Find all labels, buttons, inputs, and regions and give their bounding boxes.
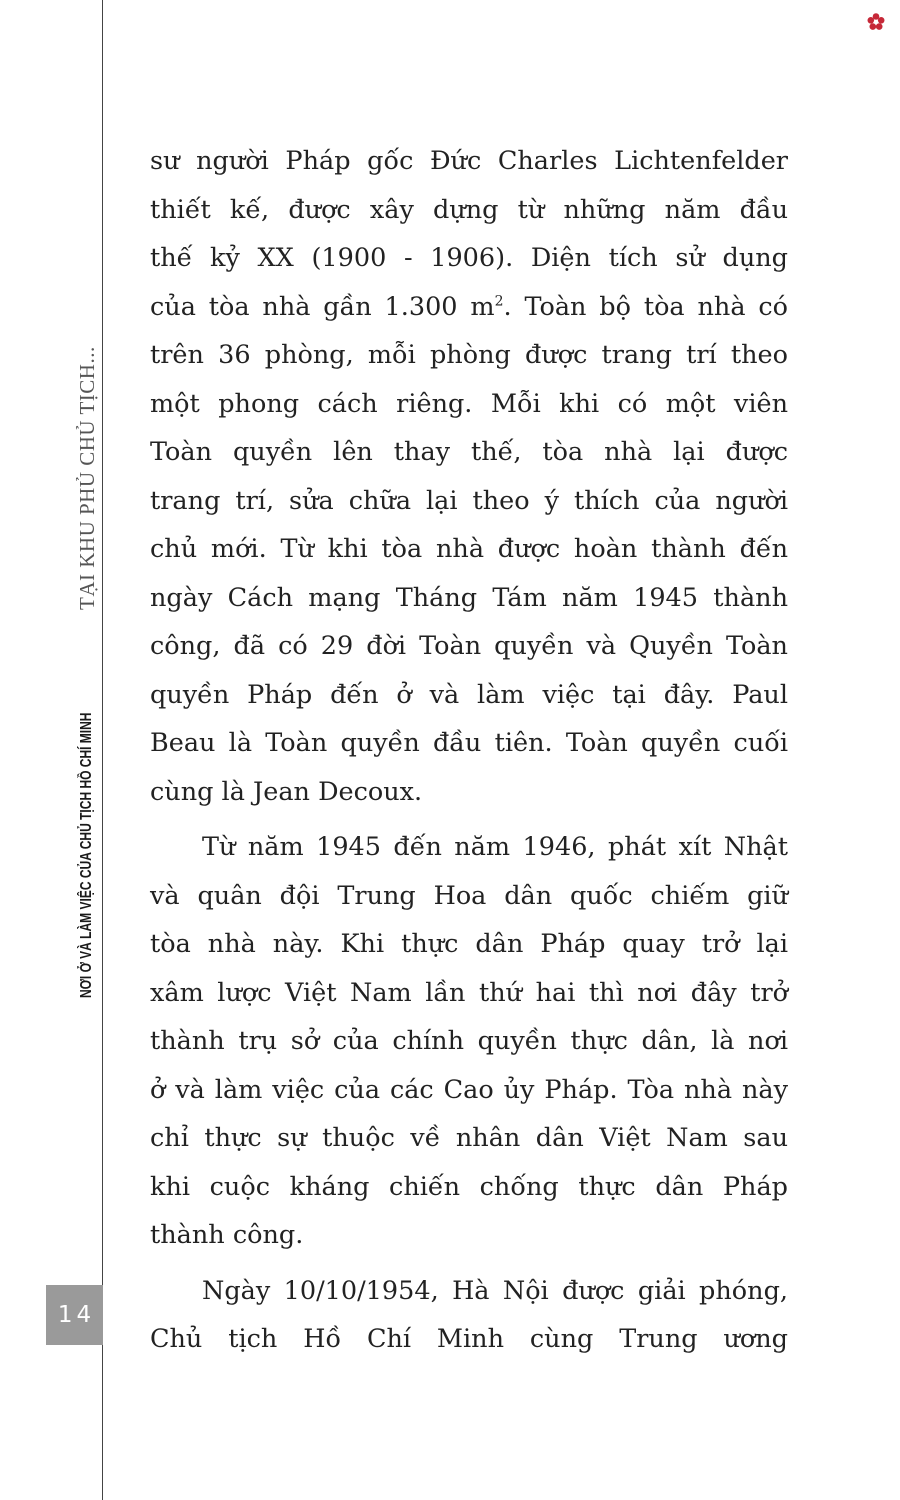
text-line: Chủ tịch Hồ Chí Minh cùng Trung ương: [150, 1324, 788, 1354]
text-line: sư người Pháp gốc Đức Charles Lichtenfelder: [150, 146, 788, 176]
text-line: trang trí, sửa chữa lại theo ý thích của người: [150, 485, 788, 516]
page-number: 14: [57, 1302, 96, 1328]
text-line: Từ năm 1945 đến năm 1946, phát xít Nhật: [202, 832, 788, 862]
flower-ornament-icon: [866, 12, 886, 32]
paragraph-1: [150, 137, 788, 816]
text-line: thế kỷ XX (1900 - 1906). Diện tích sử dụng: [150, 243, 788, 273]
superscript-two: 2: [494, 293, 504, 309]
text-segment: của tòa nhà gần 1.300 m: [150, 291, 495, 322]
text-line: một phong cách riêng. Mỗi khi có một viên: [150, 388, 788, 419]
running-head-bold: NƠI Ở VÀ LÀM VIỆC CỦA CHỦ TỊCH HỒ CHÍ MINH: [78, 712, 95, 998]
text-line: xâm lược Việt Nam lần thứ hai thì nơi đây trở: [150, 977, 788, 1008]
text-line: chủ mới. Từ khi tòa nhà được hoàn thành đến: [150, 534, 788, 564]
body-text: [150, 137, 788, 1371]
text-line: Beau là Toàn quyền đầu tiên. Toàn quyền cuối: [150, 728, 788, 758]
text-line: thiết kế, được xây dựng từ những năm đầu: [150, 194, 788, 225]
text-segment: . Toàn bộ tòa nhà có: [503, 291, 788, 322]
text-line: cùng là Jean Decoux.: [150, 776, 423, 807]
text-line: Toàn quyền lên thay thế, tòa nhà lại được: [150, 437, 788, 467]
text-line-with-superscript: [150, 283, 788, 332]
text-line: thành công.: [150, 1220, 304, 1250]
margin-rule: [102, 0, 103, 1285]
text-line: thành trụ sở của chính quyền thực dân, là nơi: [150, 1026, 788, 1056]
text-line: trên 36 phòng, mỗi phòng được trang trí theo: [150, 340, 788, 370]
running-head-light: TẠI KHU PHỦ CHỦ TỊCH...: [74, 346, 99, 610]
text-line: Ngày 10/10/1954, Hà Nội được giải phóng,: [202, 1275, 788, 1306]
page-number-tab: [46, 1285, 103, 1345]
text-line: công, đã có 29 đời Toàn quyền và Quyền Toàn: [150, 631, 788, 661]
text-line: ngày Cách mạng Tháng Tám năm 1945 thành: [150, 582, 788, 613]
text-line: chỉ thực sự thuộc về nhân dân Việt Nam sau: [150, 1123, 788, 1153]
paragraph-3: [150, 1267, 788, 1364]
margin-rule-lower: [102, 1345, 103, 1500]
text-line: tòa nhà này. Khi thực dân Pháp quay trở lại: [150, 929, 788, 959]
text-line: quyền Pháp đến ở và làm việc tại đây. Paul: [150, 679, 788, 710]
text-line: khi cuộc kháng chiến chống thực dân Pháp: [150, 1171, 788, 1202]
text-line: và quân đội Trung Hoa dân quốc chiếm giữ: [150, 880, 788, 911]
text-line: ở và làm việc của các Cao ủy Pháp. Tòa nhà này: [150, 1074, 788, 1105]
paragraph-2: [150, 823, 788, 1260]
